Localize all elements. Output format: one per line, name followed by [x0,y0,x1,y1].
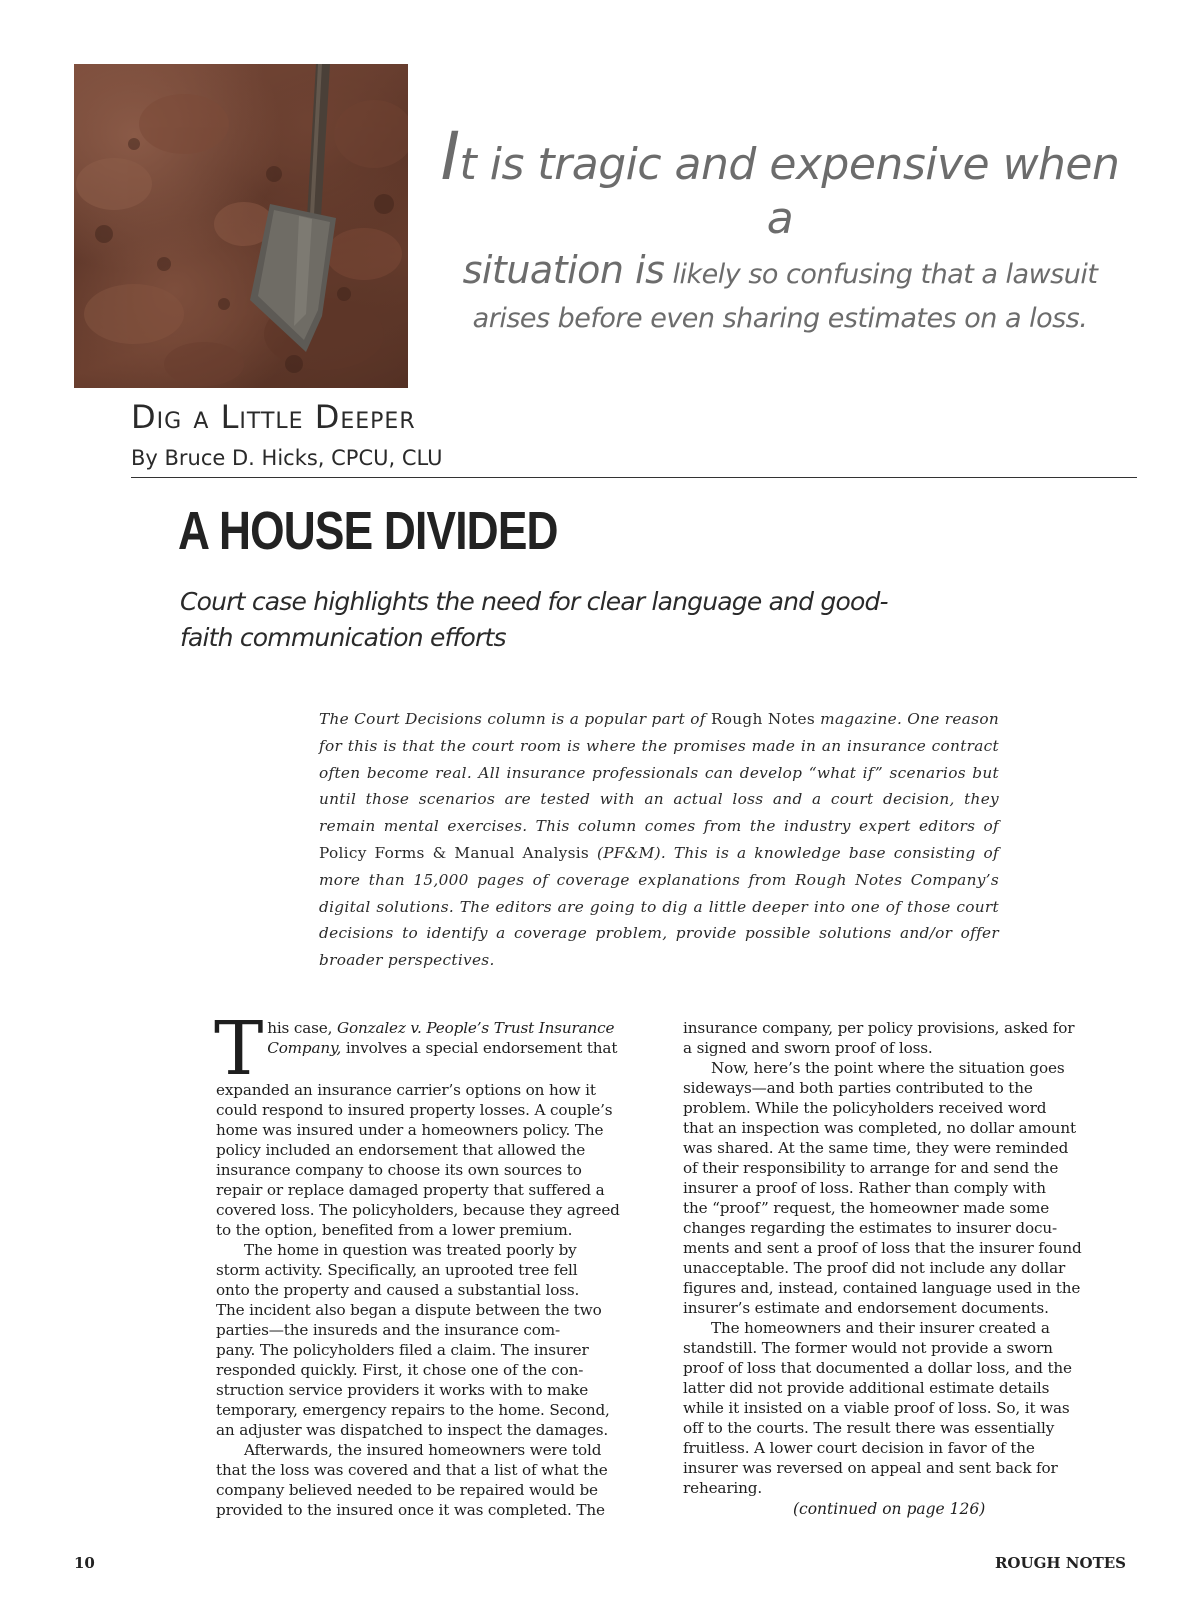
body-line: company believed needed to be repaired would be [216,1481,598,1499]
headline: A HOUSE DIVIDED [178,501,558,561]
section-divider [131,477,1137,478]
pull-quote-line-1: t is tragic and expensive when a [459,139,1120,244]
intro-paragraph [319,706,999,974]
body-line: insurer a proof of loss. Rather than comply with [683,1179,1046,1197]
body-line: proof of loss that documented a dollar loss, and the [683,1359,1072,1377]
body-line: insurer’s estimate and endorsement documents. [683,1299,1049,1317]
intro-product-name: Policy Forms & Manual Analysis [319,843,590,862]
pull-quote-line-3: arises before even sharing estimates on a loss. [472,303,1088,334]
body-line: that the loss was covered and that a list of what the [216,1461,608,1479]
body-line: policy included an endorsement that allowed the [216,1141,586,1159]
body-line: fruitless. A lower court decision in favor of the [683,1439,1035,1457]
body-line: insurance company to choose its own sources to [216,1161,582,1179]
body-line: unacceptable. The proof did not include any dollar [683,1259,1066,1277]
body-column-left [214,1006,660,1520]
body-text: involves a special endorsement that [341,1039,618,1057]
body-line: insurance company, per policy provisions, asked for [683,1019,1075,1037]
body-line: provided to the insured once it was completed. The [216,1501,605,1519]
body-line: ments and sent a proof of loss that the insurer found [683,1239,1082,1257]
drop-cap-lines [216,1018,660,1058]
body-line: an adjuster was dispatched to inspect the damages. [216,1421,609,1439]
intro-text-1: The Court Decisions column is a popular part of [319,710,711,728]
pull-quote [440,118,1120,339]
body-line: covered loss. The policyholders, because they agreed [216,1201,620,1219]
body-line: the “proof” request, the homeowner made some [683,1199,1050,1217]
drop-cap: T [214,1006,264,1092]
continued-note: (continued on page 126) [793,1500,986,1518]
column-name: Dig a Little Deeper [131,398,416,436]
body-line: temporary, emergency repairs to the home. Second, [216,1401,610,1419]
body-line: standstill. The former would not provide a sworn [683,1339,1053,1357]
body-line: home was insured under a homeowners policy. The [216,1121,604,1139]
intro-text-2: magazine. One reason for this is that the court room is where the promises made in an insurance contract often become real. All insurance professionals can develop “what if” scenarios but until those scenarios are tested with an actual loss and a court decision, they remain mental exercises. This column comes from the industry expert editors of [319,710,1000,836]
body-line [216,1038,660,1058]
body-line: struction service providers it works with to make [216,1381,589,1399]
body-line: The incident also began a dispute between the two [216,1301,602,1319]
body-line: figures and, instead, contained language used in the [683,1279,1081,1297]
body-column-right [683,1018,1131,1498]
body-line: problem. While the policyholders received word [683,1099,1047,1117]
body-text: his case, [267,1019,337,1037]
page-number: 10 [74,1554,95,1572]
shovel-in-soil-photo [74,64,408,388]
body-line: changes regarding the estimates to insurer docu- [683,1219,1057,1237]
body-line: latter did not provide additional estimate details [683,1379,1050,1397]
intro-text-3: (PF&M). This is a knowledge base consisting of more than 15,000 pages of coverage explanations from Rough Notes Company’s digital solutions. The editors are going to dig a little deeper into one of those court decisions to identify a coverage problem, provide possible solutions and/or offer broader perspectives. [319,843,999,970]
body-line: to the option, benefited from a lower premium. [216,1221,573,1239]
body-line: expanded an insurance carrier’s options on how it [216,1081,596,1099]
body-line [216,1018,660,1038]
body-line: storm activity. Specifically, an uprooted tree fell [216,1261,578,1279]
case-name: Company, [267,1039,342,1057]
intro-publication-name: Rough Notes [710,710,815,728]
body-line: onto the property and caused a substantial loss. [216,1281,580,1299]
case-name: Gonzalez v. People’s Trust Insurance [336,1019,615,1037]
body-line: that an inspection was completed, no dollar amount [683,1119,1076,1137]
body-line: sideways—and both parties contributed to the [683,1079,1033,1097]
body-line: insurer was reversed on appeal and sent back for [683,1459,1058,1477]
body-line: pany. The policyholders filed a claim. The insurer [216,1341,589,1359]
body-line: rehearing. [683,1479,763,1497]
body-line: while it insisted on a viable proof of loss. So, it was [683,1399,1070,1417]
pull-quote-line-2-large: situation is [462,248,665,292]
body-line: The home in question was treated poorly by [244,1241,577,1259]
body-line: The homeowners and their insurer created a [711,1319,1050,1337]
body-line: off to the courts. The result there was essentially [683,1419,1055,1437]
body-line: could respond to insured property losses. A couple’s [216,1101,613,1119]
body-line: was shared. At the same time, they were reminded [683,1139,1069,1157]
pull-quote-initial: I [440,118,460,195]
pull-quote-line-2-small: likely so confusing that a lawsuit [664,259,1098,290]
byline: By Bruce D. Hicks, CPCU, CLU [131,446,443,470]
body-line: parties—the insureds and the insurance com- [216,1321,560,1339]
body-line: responded quickly. First, it chose one of the con- [216,1361,584,1379]
body-line: a signed and sworn proof of loss. [683,1039,933,1057]
body-line: Afterwards, the insured homeowners were told [244,1441,602,1459]
body-line: of their responsibility to arrange for and send the [683,1159,1059,1177]
publication-name: ROUGH NOTES [994,1554,1126,1572]
body-line: repair or replace damaged property that suffered a [216,1181,605,1199]
body-line: Now, here’s the point where the situation goes [711,1059,1065,1077]
deck-subtitle: Court case highlights the need for clear language and good-faith communication efforts [180,587,888,652]
